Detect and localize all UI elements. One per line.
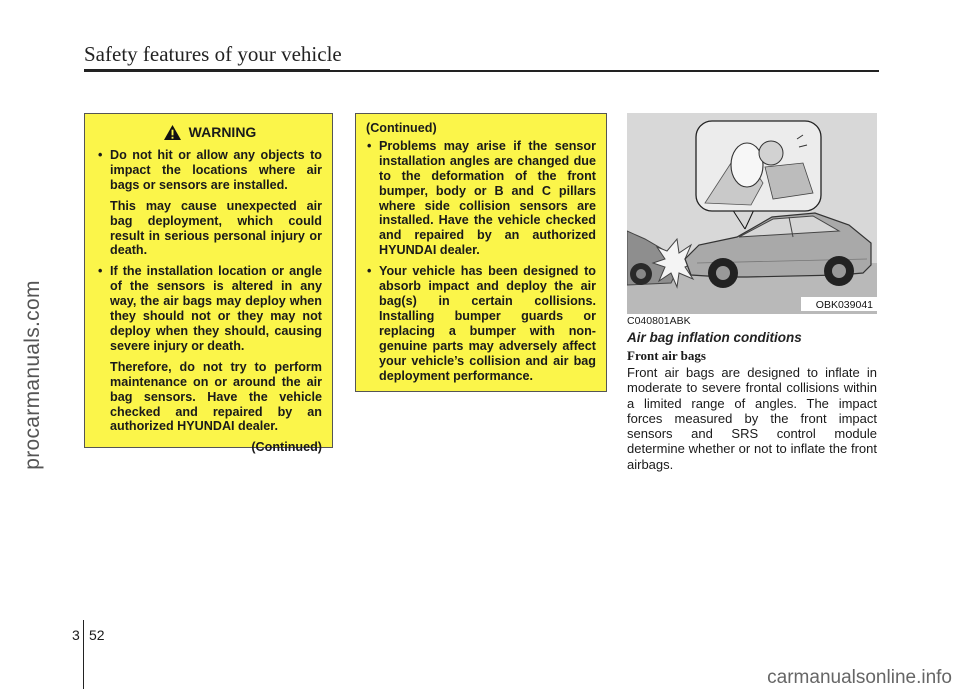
bottom-watermark: carmanualsonline.info — [767, 667, 952, 688]
airbag-collision-illustration — [627, 113, 877, 314]
page-header-title: Safety features of your vehicle — [84, 42, 342, 66]
continued-bullet-1: • Problems may arise if the sensor installation angles are changed due to the deformation of the front bumper, body or B and C pillars where side collision sensors are installed. Have the vehicle checked and repaired by an authorized HYUNDAI dealer. — [366, 139, 596, 258]
page-number: 52 — [89, 627, 105, 643]
section-subheading: Front air bags — [627, 348, 706, 363]
page-section-number: 3 — [72, 627, 80, 643]
warning-bullet-2: • If the installation location or angle of the sensors is altered in any way, the air bags may deploy when they should not or they may not deploy when they should, causing severe injury or death. — [97, 264, 322, 353]
warning-continued: (Continued) — [251, 440, 322, 455]
continued-box — [355, 113, 607, 392]
side-watermark: procarmanuals.com — [21, 280, 44, 470]
header-rule-thin — [330, 70, 879, 72]
warning-header — [97, 124, 322, 141]
figure-label: OBK039041 — [815, 299, 873, 311]
continued-label: (Continued) — [366, 121, 437, 135]
warning-bullet-1-para: This may cause unexpected air bag deployment, which could result in serious personal injury or death. — [110, 198, 322, 258]
warning-bullet-2-para: Therefore, do not try to perform maintenance on or around the air bag sensors. Have the vehicle checked and repaired by an authorized HYUNDAI dealer. — [110, 359, 322, 434]
section-body: Front air bags are designed to inflate in moderate to severe frontal collisions within a limited range of angles. The impact forces measured by the front impact sensors and SRS control module determine whether or not to inflate the front airbags. — [627, 365, 877, 472]
page-number-divider — [83, 620, 84, 689]
warning-triangle-icon — [163, 124, 182, 141]
warning-box — [84, 113, 333, 455]
warning-title: WARNING — [188, 124, 257, 141]
warning-bullet-1: • Do not hit or allow any objects to impact the locations where air bags or sensors are installed. — [97, 148, 322, 193]
section-code: C040801ABK — [627, 315, 691, 327]
header-rule-thick — [84, 69, 330, 72]
section-title: Air bag inflation conditions — [627, 330, 802, 345]
continued-bullet-2: • Your vehicle has been designed to absorb impact and deploy the air bag(s) in certain collisions. Installing bumper guards or replacing a bumper with non-genuine parts may adversely affect your vehicle’s collision and air bag deployment performance. — [366, 264, 596, 383]
